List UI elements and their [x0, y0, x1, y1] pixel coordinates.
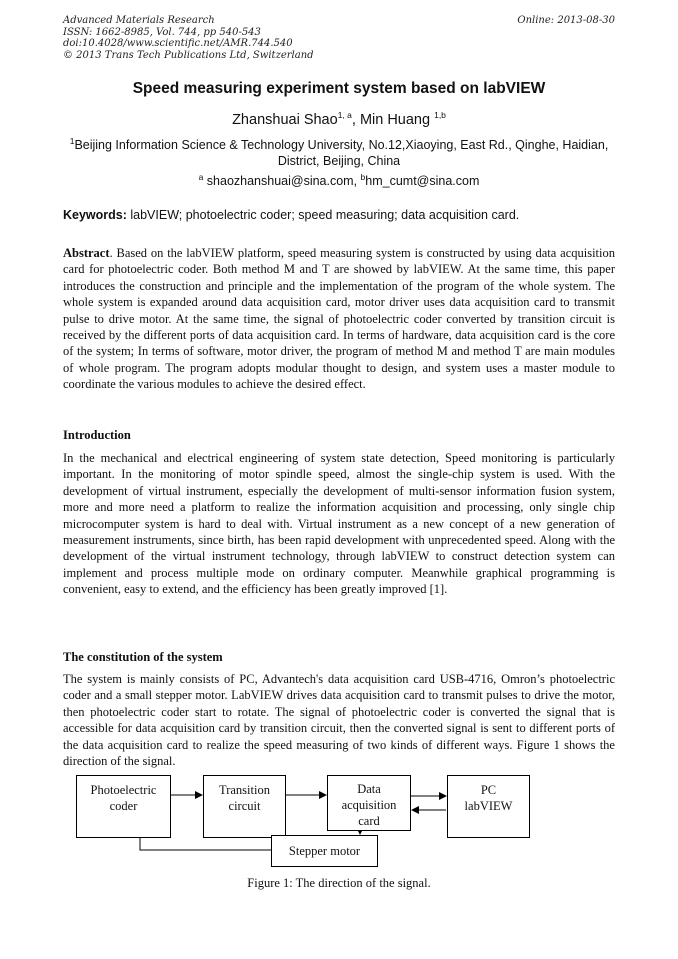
- copyright-line: © 2013 Trans Tech Publications Ltd, Switzerland: [63, 49, 314, 61]
- email-b: hm_cumt@sina.com: [365, 174, 480, 188]
- figure-caption: Figure 1: The direction of the signal.: [247, 876, 431, 890]
- transition-label-line-2: circuit: [228, 799, 261, 813]
- abstract-text: . Based on the labVIEW platform, speed measuring system is constructed by using data acquisition card for photoelectric coder. Both method M and T are showed by labVIEW. At the same time, this paper introduces the construction and principle and the implementation of the program of the whole system. The whole system is expanded around data acquisition card, motor driver uses data acquisition card to transmit pulse to drive motor. At the same time, the signal of photoelectric coder converted by transition circuit is received by the different ports of data acquisition card. In terms of hardware, data acquisition card is the core of the system; In terms of software, motor driver, the program of method M and method T are main modules of whole program. The program adopts modular thought to design, and system uses a master module to coordinate the various modules to achieve the desired effect.: [63, 246, 615, 392]
- paper-title: Speed measuring experiment system based on labVIEW: [132, 80, 546, 97]
- affiliation-number: 1: [69, 135, 75, 146]
- author-1: Zhanshuai Shao: [232, 112, 338, 128]
- online-date: Online: 2013-08-30: [517, 15, 615, 26]
- issn-line: ISSN: 1662-8985, Vol. 744, pp 540-543: [63, 26, 261, 38]
- transition-circuit-box: [203, 775, 286, 838]
- daq-label-line-3: card: [358, 814, 380, 828]
- constitution-heading: The constitution of the system: [63, 650, 223, 664]
- daq-label-line-1: Data: [357, 782, 381, 796]
- email-b-marker: b: [360, 171, 366, 182]
- keywords-label: Keywords:: [63, 208, 127, 222]
- doi-line: doi:10.4028/www.scientific.net/AMR.744.540: [63, 38, 293, 49]
- author-1-affil: 1, a: [337, 110, 352, 121]
- motor-label: Stepper motor: [288, 844, 361, 858]
- constitution-text: The system is mainly consists of PC, Advantech's data acquisition card USB-4716, Omron’s photoelectric coder and a small stepper motor. LabVIEW drives data acquisition card to transmit pulses to drive the motor, then photoelectric coder start to rotate. The signal of photoelectric coder is converted the signal that is accessible for data acquisition card by transition circuit, then the converted signal is sent to different ports of the data acquisition card to realize the speed measuring of two kinds of different ways. Figure 1 shows the direction of the signal.: [63, 672, 615, 769]
- transition-label-line-1: Transition: [219, 783, 270, 797]
- introduction-heading: Introduction: [63, 428, 131, 442]
- journal-name: Advanced Materials Research: [63, 15, 215, 26]
- abstract-label: Abstract: [63, 246, 110, 260]
- photoelectric-coder-box: [76, 775, 171, 838]
- coder-label-line-1: Photoelectric: [90, 783, 157, 797]
- author-2: Min Huang: [359, 112, 431, 128]
- pc-label-line-1: PC: [480, 783, 497, 797]
- email-a-marker: a: [198, 171, 204, 182]
- data-acquisition-card-box: [327, 775, 411, 831]
- email-a: shaozhanshuai@sina.com,: [203, 174, 361, 188]
- keywords-text: labVIEW; photoelectric coder; speed measuring; data acquisition card.: [126, 208, 520, 222]
- author-2-affil: 1,b: [434, 110, 446, 121]
- introduction-text: In the mechanical and electrical engineering of system state detection, Speed monitoring is particularly important. In the monitoring of motor spindle speed, almost the single-chip system is used. With the development of virtual instrument, especially the development of multi-sensor information fusion system, more and more need a platform to realize the information acquisition and processing, only single chip microcomputer system is hard to deal with. Virtual instrument as a new concept of a new generation of measurement instruments, since birth, has been rapid development with unprecedented speed. Along with the development of the virtual instrument technology, through labVIEW to construct detection system can implement and process multiple mode on ordinary computer. Meanwhile graphical programming is convenient, easy to extend, and the efficiency has been greatly improved [1].: [63, 451, 615, 597]
- author-separator: ,: [351, 112, 360, 128]
- pc-labview-box: [447, 775, 530, 838]
- daq-label-line-2: acquisition: [341, 798, 397, 812]
- coder-label-line-2: coder: [109, 799, 138, 813]
- pc-label-line-2: labVIEW: [464, 799, 513, 813]
- stepper-motor-box: [271, 835, 378, 867]
- affiliation-text: Beijing Information Science & Technology University, No.12,Xiaoying, East Rd., Qinghe, Haidian, District, Beijing, China: [74, 138, 609, 168]
